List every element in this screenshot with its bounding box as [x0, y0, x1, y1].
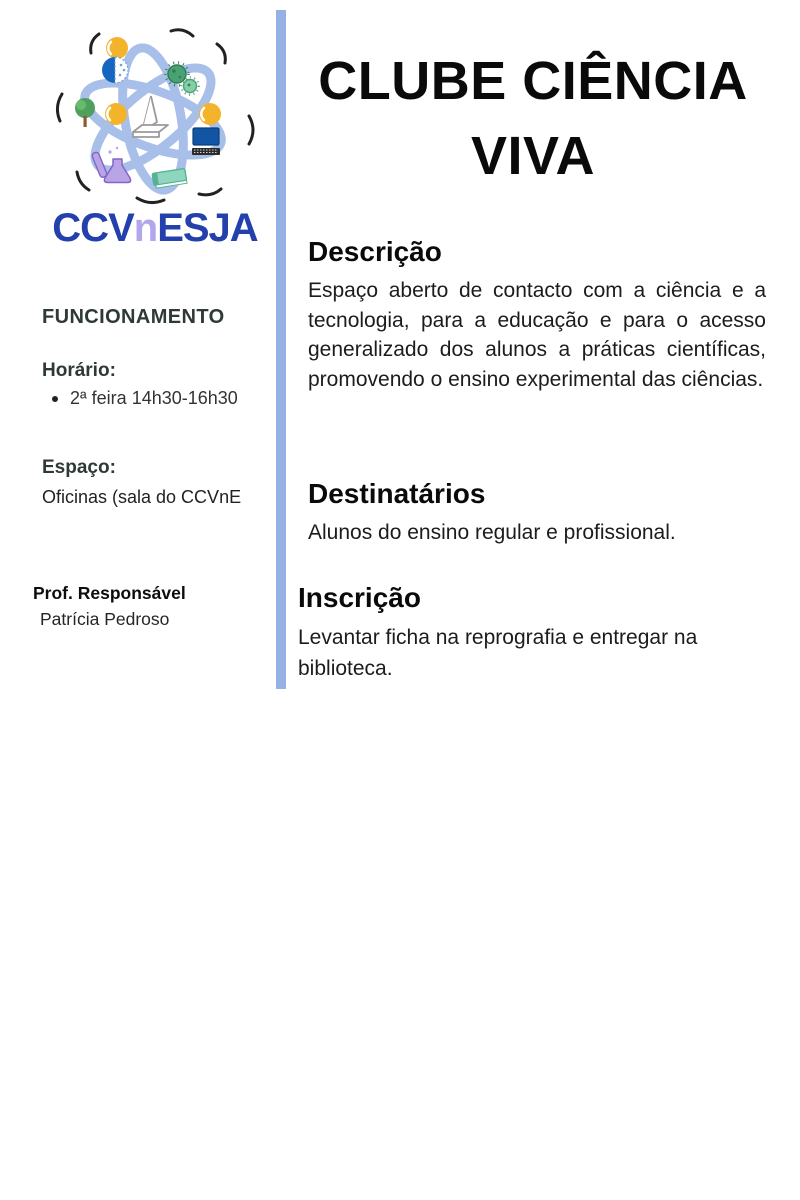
- page-title: [276, 44, 790, 194]
- logo-acronym: [50, 208, 260, 248]
- page-title-line2: VIVA: [470, 126, 596, 186]
- section-body: Levantar ficha na reprografia e entregar na biblioteca.: [298, 626, 698, 681]
- teacher-name: Patrícia Pedroso: [40, 609, 170, 629]
- bullet-dot: [52, 396, 58, 402]
- logo-acronym-ccv: CCV: [52, 206, 134, 250]
- teacher-label: Prof. Responsável: [33, 583, 186, 603]
- section-heading: Destinatários: [308, 478, 486, 509]
- section-inscricao: [298, 582, 768, 684]
- section-destinatarios: [308, 478, 768, 548]
- schedule-list-item: [52, 388, 238, 409]
- logo-acronym-n: n: [133, 206, 158, 250]
- section-body: Espaço aberto de contacto com a ciência e a tecnologia, para a educação e para o acesso generalizado dos alunos a práticas científicas, promovendo o ensino experimental das ciências.: [308, 279, 766, 391]
- club-logo: [50, 28, 260, 248]
- computer-icon: [192, 128, 220, 155]
- space-value: Oficinas (sala do CCVnE: [42, 487, 242, 507]
- section-descricao: [308, 236, 766, 394]
- schedule-label: Horário:: [42, 360, 116, 381]
- section-body: Alunos do ensino regular e profissional.: [308, 521, 676, 545]
- section-heading: Inscrição: [298, 582, 421, 613]
- schedule-item-text: 2ª feira 14h30-16h30: [70, 388, 238, 408]
- section-heading: Descrição: [308, 236, 442, 267]
- atom-logo-icon: [53, 28, 258, 206]
- page-title-line1: CLUBE CIÊNCIA: [318, 51, 748, 111]
- brain-icon: [102, 57, 128, 83]
- sidebar-section-title: FUNCIONAMENTO: [42, 306, 225, 328]
- microscope-icon: [133, 96, 168, 137]
- logo-acronym-esja: ESJA: [157, 206, 258, 250]
- tree-icon: [75, 98, 95, 127]
- space-label: Espaço:: [42, 457, 116, 478]
- book-icon: [152, 168, 187, 188]
